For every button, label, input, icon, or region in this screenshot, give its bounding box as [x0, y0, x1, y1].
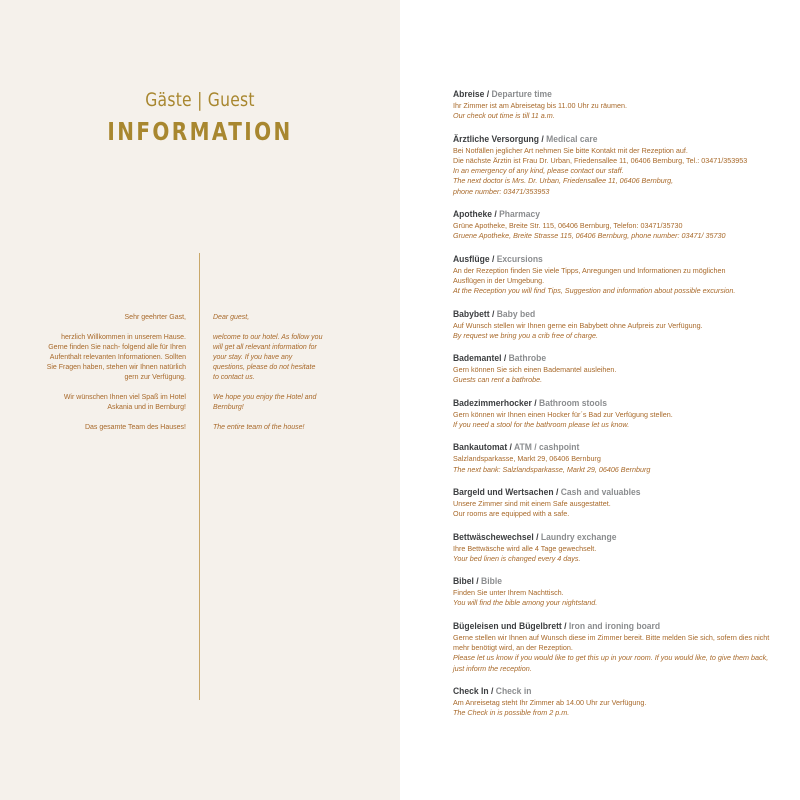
entry-text-german: Ausflügen in der Umgebung. — [453, 275, 545, 285]
entry-text-english: In an emergency of any kind, please contact our staff. — [453, 166, 624, 176]
entry-heading-separator: / — [489, 253, 497, 265]
info-entry — [453, 398, 773, 431]
entry-heading — [453, 576, 741, 588]
entry-heading-german: Bargeld und Wertsachen — [453, 486, 554, 498]
entry-heading-separator: / — [491, 209, 500, 221]
entry-text-german: Finden Sie unter Ihrem Nachttisch. — [453, 588, 564, 598]
info-entry — [453, 442, 773, 475]
entry-heading-english: Bathrobe — [508, 353, 547, 365]
entry-text-english: The next bank: Salzlandsparkasse, Markt 29, 06406 Bernburg — [453, 464, 651, 474]
entry-heading-separator: / — [501, 353, 509, 365]
entry-heading-separator: / — [539, 133, 547, 145]
entry-heading — [453, 89, 741, 101]
entry-heading-separator: / — [533, 531, 541, 543]
entry-heading-english: ATM / cashpoint — [513, 442, 580, 454]
entry-text-german: Ihre Bettwäsche wird alle 4 Tage gewechselt. — [453, 543, 597, 553]
entry-text-english: phone number: 03471/353953 — [453, 186, 550, 196]
entry-text-german: Auf Wunsch stellen wir Ihnen gerne ein Babybett ohne Aufpreis zur Verfügung. — [453, 320, 703, 330]
entry-text-german: Grüne Apotheke, Breite Str. 115, 06406 Bernburg, Telefon: 03471/35730 — [453, 221, 683, 231]
entry-text-german: Bei Notfällen jeglicher Art nehmen Sie bitte Kontakt mit der Rezeption auf. — [453, 145, 688, 155]
entry-heading — [453, 309, 741, 321]
entry-text-english: Guests can rent a bathrobe. — [453, 375, 543, 385]
entry-heading-english: Pharmacy — [499, 209, 540, 221]
welcome-de-wish: Wir wünschen Ihnen viel Spaß im Hotel Askania und in Bernburg! — [63, 394, 186, 411]
entry-heading-english: Cash and valuables — [560, 486, 641, 498]
entry-heading-english: Bathroom stools — [539, 397, 607, 409]
entry-text-german: Unsere Zimmer sind mit einem Safe ausgestattet. — [453, 498, 611, 508]
entry-text-german: Gern können Sie sich einen Bademantel ausleihen. — [453, 365, 617, 375]
info-entry — [453, 89, 773, 122]
entry-heading — [453, 353, 741, 365]
info-entry — [453, 309, 773, 342]
entry-heading-separator: / — [553, 486, 561, 498]
entry-text-german: Gerne stellen wir Ihnen auf Wunsch diese im Zimmer bereit. Bitte melden Sie sich, sofern dies nicht mehr benötigt wird, an der Rezeption. — [453, 632, 770, 653]
entry-heading-german: Check In — [453, 685, 489, 697]
entry-text-english: Our check out time is till 11 a.m. — [453, 111, 555, 121]
welcome-en-body: welcome to our hotel. As follow you will get all relevant information for your stay. If you have any questions, please do not hesitate to contact us. — [213, 334, 323, 381]
entry-heading — [453, 442, 741, 454]
info-entry — [453, 621, 773, 674]
entry-heading-german: Bügeleisen und Bügelbrett — [453, 620, 562, 632]
entry-heading-english: Iron and ironing board — [568, 620, 661, 632]
entry-text-german: Am Anreisetag steht Ihr Zimmer ab 14.00 Uhr zur Verfügung. — [453, 697, 647, 707]
entry-heading — [453, 398, 741, 410]
entry-heading-english: Excursions — [496, 253, 543, 265]
entry-heading-german: Badezimmerhocker — [453, 397, 532, 409]
entry-heading — [453, 209, 741, 221]
entry-text-english: The next doctor is Mrs. Dr. Urban, Friedensallee 11, 06406 Bernburg, — [453, 176, 674, 186]
entry-heading-german: Bademantel — [453, 353, 502, 365]
information-list — [453, 89, 773, 731]
entry-heading-english: Departure time — [491, 89, 552, 100]
entry-heading-separator: / — [473, 576, 482, 588]
entry-text-german: Die nächste Ärztin ist Frau Dr. Urban, Friedensallee 11, 06406 Bernburg, Tel.: 03471/353953 — [453, 155, 748, 165]
entry-heading-german: Bankautomat — [453, 442, 508, 454]
entry-text-english: Your bed linen is changed every 4 days. — [453, 553, 581, 563]
info-entry — [453, 686, 773, 719]
entry-heading-german: Abreise — [453, 89, 485, 100]
entry-text-english: At the Reception you will find Tips, Suggestion and information about possible excursion. — [453, 286, 736, 296]
welcome-en-greeting: Dear guest, — [213, 314, 250, 321]
entry-text-german: Our rooms are equipped with a safe. — [453, 509, 570, 519]
entry-text-english: By request we bring you a crib free of charge. — [453, 330, 599, 340]
info-entry — [453, 532, 773, 565]
entry-text-english: Please let us know if you would like to get this up in your room. If you would like, to give them back, just inform the reception. — [453, 653, 769, 673]
entry-heading-separator: / — [561, 620, 569, 632]
entry-text-english: The Check in is possible from 2 p.m. — [453, 708, 570, 718]
entry-heading-separator: / — [488, 685, 496, 697]
entry-text-german: Ihr Zimmer ist am Abreisetag bis 11.00 Uhr zu räumen. — [453, 101, 628, 110]
vertical-divider — [199, 253, 200, 700]
welcome-text-english — [213, 313, 323, 443]
entry-heading — [453, 532, 741, 544]
info-entry — [453, 576, 773, 609]
entry-heading-separator: / — [531, 397, 540, 409]
entry-heading — [453, 686, 741, 698]
entry-heading — [453, 487, 741, 499]
entry-heading — [453, 254, 741, 266]
entry-heading-separator: / — [507, 442, 514, 454]
entry-text-english: Gruene Apotheke, Breite Strasse 115, 06406 Bernburg, phone number: 03471/ 35730 — [453, 231, 726, 241]
entry-heading-english: Check in — [495, 685, 532, 697]
entry-heading-german: Apotheke — [453, 209, 492, 221]
entry-heading-separator: / — [489, 308, 497, 320]
entry-text-english: You will find the bible among your nightstand. — [453, 598, 598, 608]
info-entry — [453, 487, 773, 520]
entry-heading-german: Ärztliche Versorgung — [453, 133, 540, 145]
welcome-de-body: herzlich Willkommen in unserem Hause. Gerne finden Sie nach- folgend alle für Ihren Aufenthalt relevanten Informationen. Sollten Sie Fragen haben, stehen wir Ihnen natürlich gern zur Verfügung. — [46, 334, 186, 381]
entry-text-german: Gern können wir Ihnen einen Hocker für´s Bad zur Verfügung stellen. — [453, 409, 673, 419]
entry-heading-german: Ausflüge — [453, 253, 490, 265]
entry-text-german: Salzlandsparkasse, Markt 29, 06406 Bernburg — [453, 454, 601, 464]
entry-heading-english: Medical care — [546, 133, 598, 145]
entry-heading-english: Baby bed — [496, 308, 536, 320]
welcome-en-wish: We hope you enjoy the Hotel and Bernburg! — [213, 394, 317, 411]
info-entry — [453, 209, 773, 242]
entry-text-german: An der Rezeption finden Sie viele Tipps, Anregungen und Informationen zu möglichen — [453, 265, 726, 275]
entry-heading-english: Laundry exchange — [540, 531, 617, 543]
info-entry — [453, 254, 773, 297]
entry-heading-german: Babybett — [453, 308, 490, 320]
entry-heading — [453, 134, 741, 146]
title-guest: Gäste | Guest — [145, 89, 255, 111]
welcome-text-german — [40, 313, 186, 443]
entry-heading-separator: / — [484, 89, 492, 100]
welcome-de-greeting: Sehr geehrter Gast, — [124, 314, 186, 321]
entry-heading — [453, 621, 741, 633]
page-title: INFORMATION — [107, 117, 293, 146]
info-entry — [453, 353, 773, 386]
welcome-en-signature: The entire team of the house! — [213, 424, 305, 431]
welcome-de-signature: Das gesamte Team des Hauses! — [84, 424, 186, 431]
entry-text-english: If you need a stool for the bathroom please let us know. — [453, 420, 630, 430]
info-entry — [453, 134, 773, 197]
entry-heading-english: Bible — [481, 576, 502, 588]
entry-heading-german: Bibel — [453, 576, 474, 588]
entry-heading-german: Bettwäschewechsel — [453, 531, 534, 543]
